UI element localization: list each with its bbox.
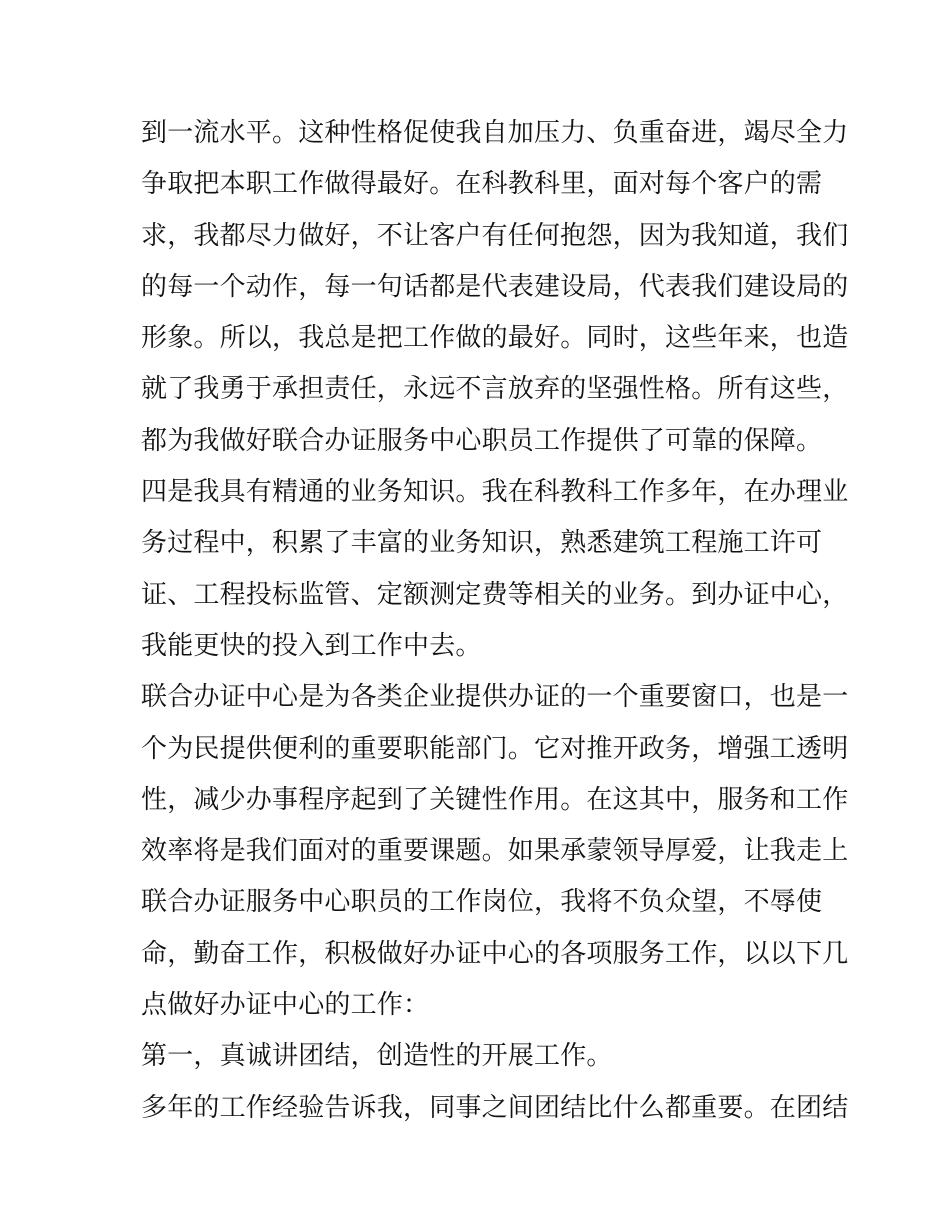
text-line: 第一，真诚讲团结，创造性的开展工作。 bbox=[141, 1041, 613, 1072]
text-line: 争取把本职工作做得最好。在科教科里，面对每个客户的需 bbox=[141, 169, 823, 200]
text-line: 个为民提供便利的重要职能部门。它对推开政务，增强工透明 bbox=[141, 733, 849, 764]
text-line: 四是我具有精通的业务知识。我在科教科工作多年，在办理业 bbox=[141, 477, 849, 508]
text-line: 就了我勇于承担责任，永远不言放弃的坚强性格。所有这些， bbox=[141, 374, 849, 405]
text-line: 命，勤奋工作，积极做好办证中心的各项服务工作，以以下几 bbox=[141, 938, 849, 969]
text-line: 的每一个动作，每一句话都是代表建设局，代表我们建设局的 bbox=[141, 271, 849, 302]
text-line: 形象。所以，我总是把工作做的最好。同时，这些年来，也造 bbox=[141, 323, 849, 354]
text-line: 都为我做好联合办证服务中心职员工作提供了可靠的保障。 bbox=[141, 425, 823, 456]
text-line: 多年的工作经验告诉我，同事之间团结比什么都重要。在团结 bbox=[141, 1092, 849, 1123]
text-line: 点做好办证中心的工作： bbox=[141, 990, 430, 1021]
text-line: 证、工程投标监管、定额测定费等相关的业务。到办证中心， bbox=[141, 579, 849, 610]
document-body bbox=[141, 108, 849, 1134]
text-line: 求，我都尽力做好，不让客户有任何抱怨，因为我知道，我们 bbox=[141, 220, 849, 251]
text-line: 性，减少办事程序起到了关键性作用。在这其中，服务和工作 bbox=[141, 784, 849, 815]
text-line: 效率将是我们面对的重要课题。如果承蒙领导厚爱，让我走上 bbox=[141, 836, 849, 867]
text-line: 到一流水平。这种性格促使我自加压力、负重奋进，竭尽全力 bbox=[141, 118, 849, 148]
text-line: 务过程中，积累了丰富的业务知识，熟悉建筑工程施工许可 bbox=[141, 528, 823, 559]
text-line: 联合办证中心是为各类企业提供办证的一个重要窗口，也是一 bbox=[141, 682, 849, 713]
text-line: 我能更快的投入到工作中去。 bbox=[141, 630, 482, 661]
text-line: 联合办证服务中心职员的工作岗位，我将不负众望，不辱使 bbox=[141, 887, 823, 918]
